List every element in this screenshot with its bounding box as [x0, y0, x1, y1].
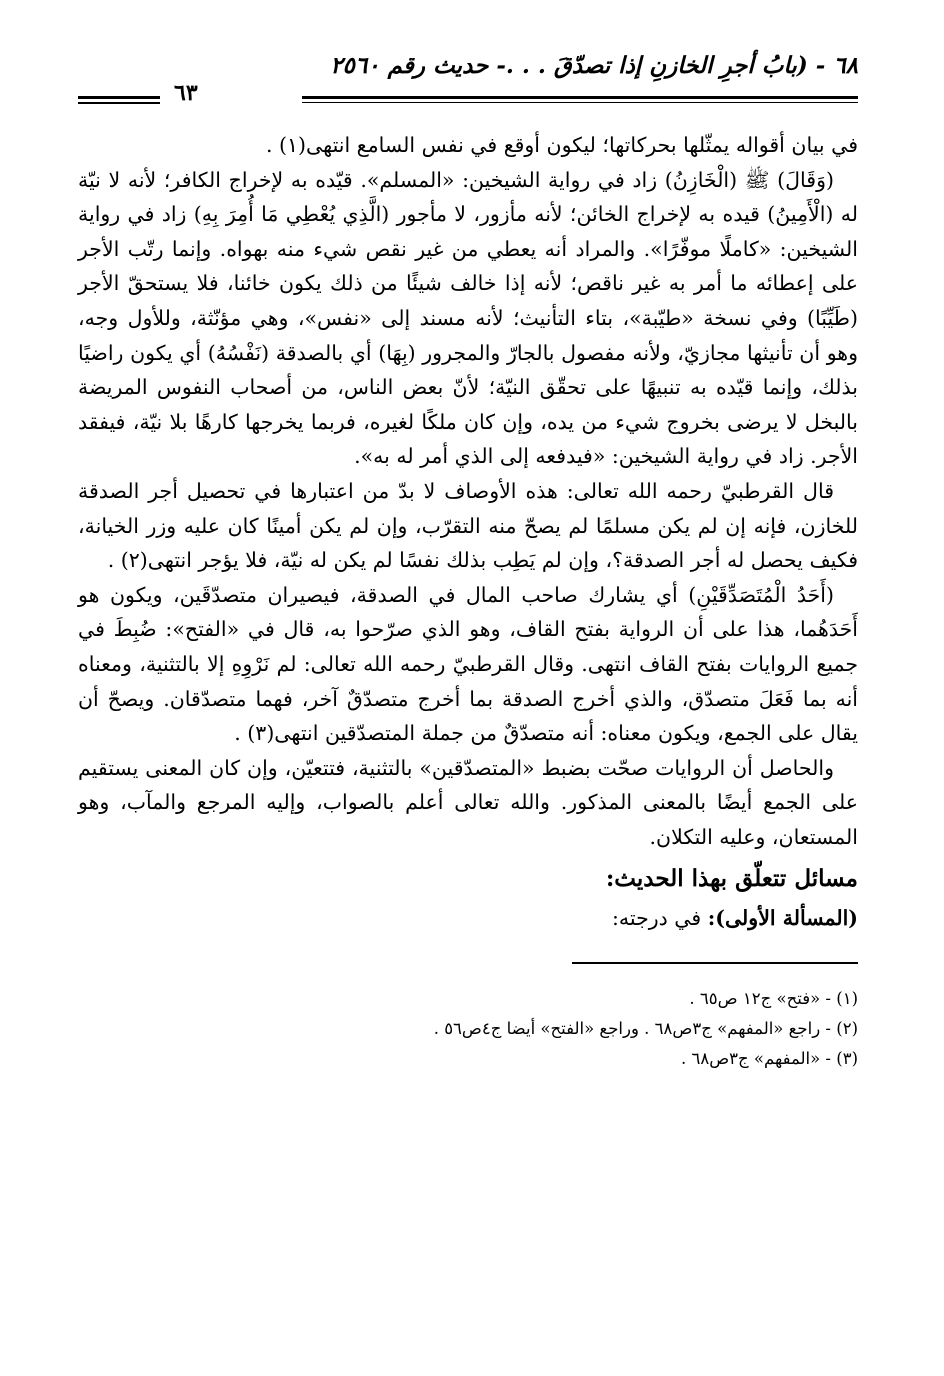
main-text: [78, 128, 858, 936]
footnote: (٢) - راجع «المفهم» ج٣ص٦٨ . وراجع «الفتح» أيضا ج٤ص٥٦ .: [433, 1019, 858, 1039]
paragraph: قال القرطبيّ رحمه الله تعالى: هذه الأوصاف لا بدّ من اعتبارها في تحصيل أجر الصدقة للخازن، فإنه إن لم يكن مسلمًا لم يصحّ منه التقرّب، وإن لم يكن أمينًا كان عليه وزر الخيانة، فكيف يحصل له أجر الصدقة؟، وإن لم يَطِب بذلك نفسًا لم يكن له نيّة، فلا يؤجر انتهى(٢) .: [78, 478, 858, 573]
page-number: ٦٣: [174, 80, 198, 106]
paragraph: (أَحَدُ الْمُتَصَدِّقَيْنِ) أي يشارك صاحب المال في الصدقة، فيصيران متصدّقَين، ويكون هو أَحَدَهُما، هذا على أن الرواية بفتح القاف، وهو الذي صرّحوا به، قال في «الفتح»: ضُبِطَ في جميع الروايات بفتح القاف انتهى. وقال القرطبيّ رحمه الله تعالى: لم نَرْوِهِ إلا بالتثنية، ومعناه أنه بما فَعَلَ متصدّق، والذي أخرج الصدقة بما أخرج متصدّقٌ آخر، فهما متصدّقان. ويصحّ أن يقال على الجمع، ويكون معناه: أنه متصدّقٌ من جملة المتصدّقين انتهى(٣) .: [78, 582, 858, 746]
question-label: (المسألة الأولى):: [707, 906, 858, 931]
question-line: [78, 900, 858, 936]
section-heading: مسائل تتعلّق بهذا الحديث:: [605, 865, 858, 893]
book-page: [78, 52, 858, 1342]
paragraph: في بيان أقواله يمثّلها بحركاتها؛ ليكون أوقع في نفس السامع انتهى(١) .: [266, 133, 858, 157]
header-rule: [302, 96, 858, 99]
page-header: [78, 52, 858, 104]
paragraph: والحاصل أن الروايات صحّت بضبط «المتصدّقين» بالتثنية، فتتعيّن، وإن كان المعنى يستقيم على الجمع أيضًا بالمعنى المذكور. والله تعالى أعلم بالصواب، وإليه المرجع والمآب، وهو المستعان، وعليه التكلان.: [78, 755, 858, 849]
footnote: (٣) - «المفهم» ج٣ص٦٨ .: [680, 1049, 858, 1069]
header-rule: [302, 102, 858, 103]
paragraph: (وَقَالَ) ﷺ (الْخَازِنُ) زاد في رواية الشيخين: «المسلم». قيّده به لإخراج الكافر؛ لأنه لا نيّة له (الْأَمِينُ) قيده به لإخراج الخائن؛ لأنه مأزور، لا مأجور (الَّذِي يُعْطِي مَا أُمِرَ بِهِ) زاد في رواية الشيخين: «كاملًا موفّرًا». والمراد أنه يعطي من غير نقص شيء منه بهواه. وإنما رتّب الأجر على إعطائه ما أمر به غير ناقص؛ لأنه إذا خالف شيئًا من ذلك يكون خائنا، فلا يستحقّ الأجر (طَيِّبًا) وفي نسخة «طيّبة»، بتاء التأنيث؛ لأنه مسند إلى «نفس»، وهي مؤنّثة، وللأول وجه، وهو أن تأنيثها مجازيّ، ولأنه مفصول بالجارّ والمجرور (بِهَا) أي بالصدقة (نَفْسُهُ) أي يكون راضيًا بذلك، وإنما قيّده به تنبيهًا على تحقّق النيّة؛ لأنّ بعض الناس، من أصحاب النفوس المريضة بالبخل لا يرضى بخروج شيء من يده، وإن كان ملكًا لغيره، فربما يخرجها كارهًا بلا نيّة، فيفقد الأجر. زاد في رواية الشيخين: «فيدفعه إلى الذي أمر له به».: [78, 167, 858, 469]
header-rule: [78, 102, 160, 104]
header-rule: [78, 96, 160, 99]
footnote-rule: [572, 962, 858, 964]
footnotes: [78, 984, 858, 1074]
question-text: في درجته:: [611, 906, 702, 931]
footnote: (١) - «فتح» ج١٢ ص٦٥ .: [689, 989, 858, 1009]
running-head: ٦٨ - (بابُ أجرِ الخازنِ إذا تصدّقَ . . .- حديث رقم ٢٥٦٠: [330, 52, 858, 79]
